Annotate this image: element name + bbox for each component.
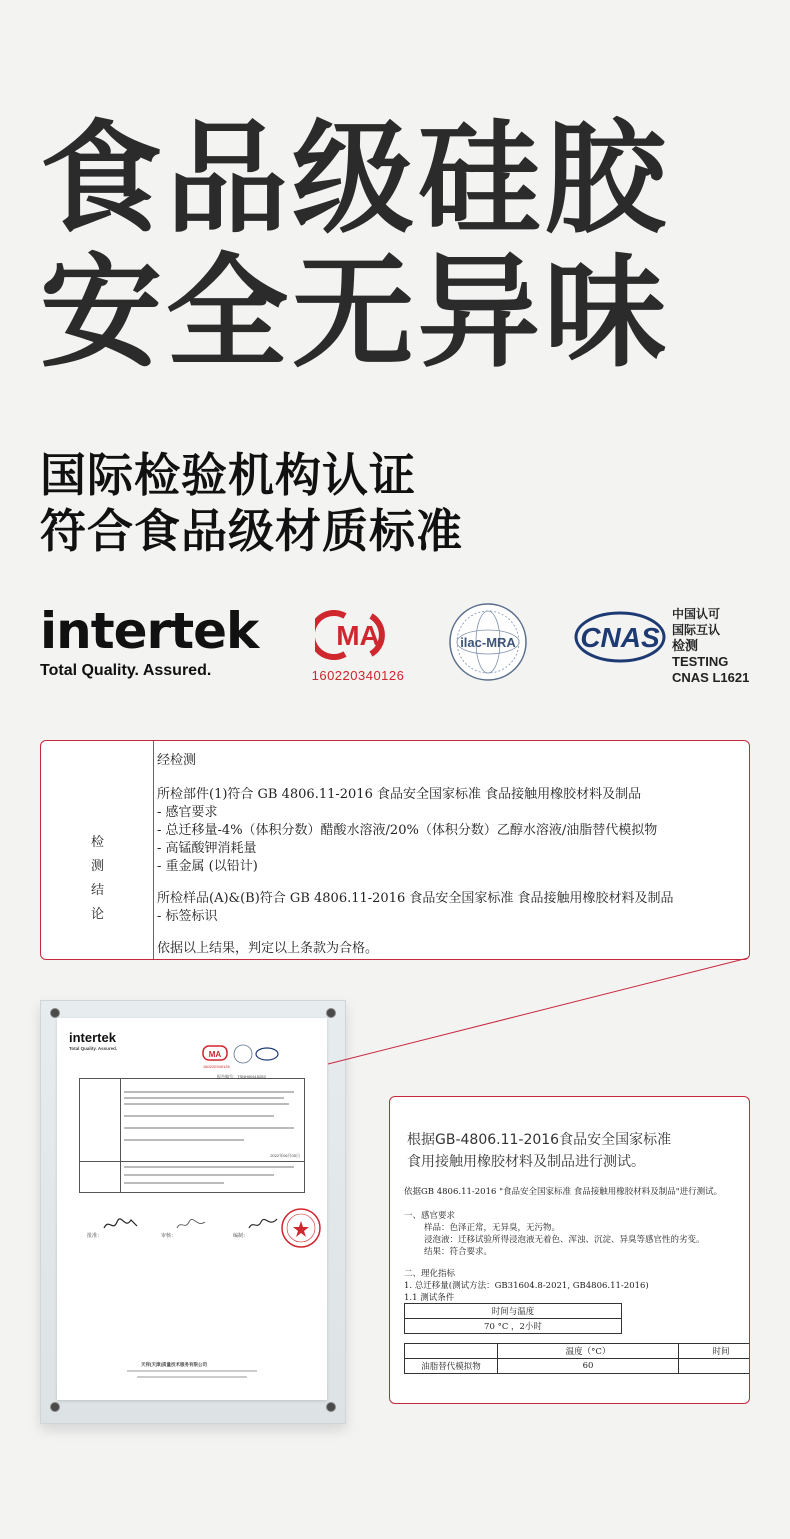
- conclusion-label-char: 结: [91, 883, 105, 898]
- subheadline-line-1: 国际检验机构认证: [40, 448, 416, 502]
- cnas-line-3: 检测: [672, 638, 699, 653]
- cnas-logo: [572, 608, 668, 670]
- document-tagline: Total Quality. Assured.: [69, 1046, 118, 1051]
- detail-item-1: 1. 总迁移量(测试方法：GB31604.8-2021, GB4806.11-2016): [404, 1281, 649, 1291]
- conditions-header: 时间与温度: [405, 1304, 622, 1319]
- detail-soak: 浸泡液：迁移试验所得浸泡液无着色、浑浊、沉淀、异臭等感官性的劣变。: [424, 1235, 705, 1245]
- migration-cell: 油脂替代模拟物: [405, 1359, 498, 1374]
- signature-icon: [175, 1218, 211, 1232]
- detail-item-1-1: 1.1 测试条件: [404, 1293, 455, 1303]
- document-brand: intertek: [69, 1030, 116, 1045]
- document-cma-number: 160220340126: [203, 1064, 230, 1069]
- cma-mark-text: MA: [336, 620, 380, 651]
- detail-title-2: 食用接触用橡胶材料及制品进行测试。: [407, 1154, 645, 1170]
- conclusion-line: - 感官要求: [157, 805, 218, 820]
- cnas-line-4: TESTING: [672, 654, 729, 669]
- conclusion-line: 经检测: [157, 753, 197, 768]
- conclusion-label-column: [41, 741, 154, 959]
- company-seal-icon: [279, 1206, 323, 1250]
- cnas-mark-icon: [572, 608, 668, 666]
- detail-sample: 样品：色泽正常，无异臭，无污物。: [424, 1223, 561, 1233]
- conclusion-label-char: 检: [91, 835, 105, 850]
- document-report-no: 报告编号：TSNH00415253: [217, 1074, 266, 1079]
- intertek-logo: [40, 602, 259, 680]
- cnas-line-1: 中国认可: [672, 607, 721, 621]
- detail-intro: 依据GB 4806.11-2016 "食品安全国家标准 食品接触用橡胶材料及制品"进行测试。: [404, 1187, 723, 1197]
- document-conclusion-box: [79, 1078, 305, 1162]
- headline-line-1: 食品级硅胶: [40, 108, 670, 250]
- test-detail-box: [389, 1096, 750, 1404]
- migration-cell: 60: [498, 1359, 679, 1374]
- migration-cell: [679, 1359, 751, 1374]
- test-conclusion-table: [40, 740, 750, 960]
- signature-label-approve: 批准：: [87, 1233, 103, 1239]
- conditions-table: [404, 1303, 622, 1334]
- ilac-mra-logo: [446, 600, 530, 688]
- document-footer: 天祥(天津)质量技术服务有限公司: [141, 1362, 207, 1367]
- cma-logo: [308, 610, 408, 683]
- headline-line-2: 安全无异味: [40, 242, 670, 384]
- conclusion-line: - 标签标识: [157, 909, 218, 924]
- migration-header: 温度（°C）: [498, 1344, 679, 1359]
- screw-icon: [50, 1402, 60, 1412]
- cnas-mark-text: CNAS: [580, 622, 660, 653]
- cma-mark-icon: [315, 610, 401, 660]
- ilac-text: ilac-MRA: [460, 635, 516, 650]
- cma-number: 160220340126: [311, 668, 405, 683]
- migration-table: [404, 1343, 750, 1374]
- signature-label-prepare: 编制：: [233, 1233, 249, 1239]
- document-date: 2022年06月05日: [270, 1153, 300, 1158]
- document-notes-box: [79, 1160, 305, 1193]
- screw-icon: [326, 1402, 336, 1412]
- conditions-value: 70 °C ，2小时: [405, 1319, 622, 1334]
- detail-section-2: 二、理化指标: [404, 1269, 456, 1279]
- signature-label-review: 审核：: [161, 1233, 177, 1239]
- detail-section-1: 一、感官要求: [404, 1211, 456, 1221]
- detail-title-1: 根据GB-4806.11-2016食品安全国家标准: [407, 1132, 672, 1148]
- test-report-document: [57, 1018, 327, 1400]
- signature-icon: [247, 1216, 283, 1232]
- screw-icon: [50, 1008, 60, 1018]
- svg-text:MA: MA: [208, 1050, 222, 1059]
- signature-icon: [101, 1216, 141, 1234]
- ilac-globe-icon: [446, 600, 530, 684]
- conclusion-line: 依据以上结果，判定以上条款为合格。: [157, 941, 379, 956]
- migration-header: [405, 1344, 498, 1359]
- conclusion-line: 所检样品(A)&(B)符合 GB 4806.11-2016 食品安全国家标准 食品接触用橡胶材料及制品: [157, 891, 674, 906]
- cnas-text-block: [672, 606, 749, 686]
- cnas-line-2: 国际互认: [672, 623, 721, 637]
- intertek-tagline: Total Quality. Assured.: [40, 662, 212, 679]
- detail-result: 结果：符合要求。: [424, 1247, 493, 1257]
- conclusion-line: - 高锰酸钾消耗量: [157, 841, 257, 856]
- conclusion-line: - 重金属 (以铅计): [157, 859, 258, 874]
- cnas-line-5: CNAS L1621: [672, 670, 750, 685]
- screw-icon: [326, 1008, 336, 1018]
- subheadline-line-2: 符合食品级材质标准: [40, 504, 463, 558]
- intertek-wordmark: intertek: [40, 602, 259, 660]
- conclusion-label-char: 论: [91, 907, 105, 922]
- conclusion-line: - 总迁移量-4%（体积分数）醋酸水溶液/20%（体积分数）乙醇水溶液/油脂替代模拟物: [157, 823, 658, 838]
- conclusion-label-char: 测: [91, 859, 105, 874]
- migration-header: 时间: [679, 1344, 751, 1359]
- conclusion-line: 所检部件(1)符合 GB 4806.11-2016 食品安全国家标准 食品接触用橡胶材料及制品: [157, 787, 642, 802]
